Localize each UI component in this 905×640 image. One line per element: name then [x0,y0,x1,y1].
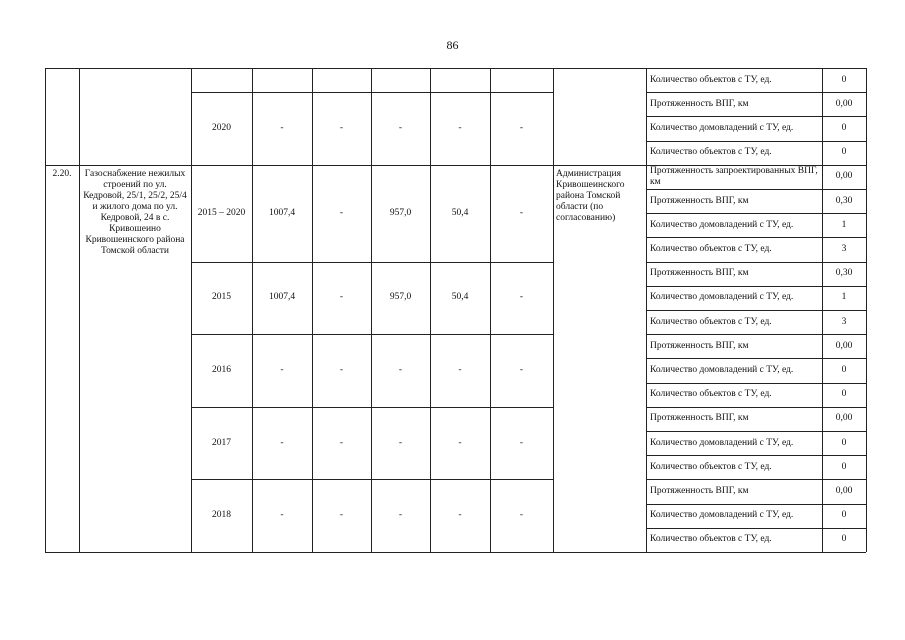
value-cell: - [280,437,284,448]
year-cell: 2015 – 2020 [197,207,246,218]
item-rule [45,165,191,166]
indicator-name: Количество домовладений с ТУ, ед. [650,123,794,133]
indicator-value: 0,00 [835,413,853,424]
value-cell: - [398,510,403,521]
value-cell: - [519,207,524,218]
indicator-value: 0,30 [835,268,853,279]
indicator-value: 0 [841,510,847,521]
indicator-name: Количество домовладений с ТУ, ед. [650,437,794,448]
value-cell: 50,4 [451,292,469,303]
indicator-row-rule [646,358,866,359]
value-cell: - [339,365,344,375]
indicator-row-rule [646,504,866,505]
indicator-row-rule [646,92,866,93]
indicator-name: Протяженность ВПГ, км [650,486,749,496]
indicator-name: Протяженность ВПГ, км [650,340,749,351]
period-rule [191,92,553,93]
value-cell: - [458,437,462,448]
period-rule [191,165,553,166]
value-cell: - [398,437,403,448]
period-rule [191,334,553,335]
value-cell: - [398,123,403,133]
value-cell: - [519,510,524,521]
indicator-value: 0,00 [835,171,853,182]
indicator-value: 0 [841,74,847,85]
indicator-name: Протяженность ВПГ, км [650,98,749,109]
indicator-value: 1 [841,292,847,303]
indicator-value: 3 [841,244,847,254]
item-rule [553,165,646,166]
indicator-row-rule [646,116,866,117]
indicator-row-rule [646,383,866,384]
indicator-value: 0 [841,123,847,133]
indicator-value: 0,00 [835,340,853,351]
indicator-value: 0 [841,534,847,545]
indicator-name: Протяженность запроектированных ВПГ, км [650,165,818,187]
value-cell: - [339,510,344,521]
value-cell: - [339,123,344,133]
indicator-value: 3 [841,316,847,327]
value-cell: 1007,4 [268,292,296,303]
indicator-name: Количество домовладений с ТУ, ед. [650,292,794,303]
indicator-name: Количество объектов с ТУ, ед. [650,389,772,400]
indicator-row-rule [646,141,866,142]
table-bottom-rule [45,552,866,553]
value-cell: - [280,123,284,133]
indicator-value: 0 [841,437,847,448]
value-cell: 957,0 [389,207,412,218]
indicator-value: 0 [841,461,847,472]
indicator-name: Количество домовладений с ТУ, ед. [650,510,794,521]
value-cell: - [458,510,462,521]
indicator-value: 0 [841,147,847,158]
value-cell: 957,0 [389,292,412,303]
indicator-row-rule [646,262,866,263]
indicator-value: 0,00 [835,486,853,496]
item-number: 2.20. [52,168,72,179]
indicator-value: 0,30 [835,195,853,206]
value-cell: - [519,365,524,375]
indicator-row-rule [646,455,866,456]
indicator-row-rule [646,334,866,335]
indicator-name: Количество домовладений с ТУ, ед. [650,365,794,375]
indicator-name: Количество объектов с ТУ, ед. [650,74,772,85]
indicator-name: Количество домовладений с ТУ, ед. [650,219,794,230]
table-top-rule [45,68,866,69]
indicator-row-rule [646,528,866,529]
value-cell: - [519,123,524,133]
year-cell: 2020 [212,123,231,133]
indicator-value: 0 [841,389,847,400]
indicator-value: 0 [841,365,847,375]
value-cell: - [339,292,344,303]
year-cell: 2016 [212,365,231,375]
indicator-row-rule [646,286,866,287]
year-cell: 2015 [212,292,231,303]
indicator-name: Количество объектов с ТУ, ед. [650,461,772,472]
page-number: 86 [446,38,459,52]
indicator-row-rule [646,479,866,480]
indicator-row-rule [646,431,866,432]
indicator-name: Количество объектов с ТУ, ед. [650,316,772,327]
indicator-name: Количество объектов с ТУ, ед. [650,534,772,545]
indicator-name: Количество объектов с ТУ, ед. [650,244,772,254]
year-cell: 2018 [212,510,231,521]
indicator-name: Протяженность ВПГ, км [650,268,749,279]
indicator-row-rule [646,189,866,190]
value-cell: - [339,437,344,448]
column-rule [866,68,867,552]
value-cell: - [280,365,284,375]
indicator-row-rule [646,213,866,214]
indicator-value: 1 [841,219,847,230]
value-cell: - [280,510,284,521]
indicator-value: 0,00 [835,98,853,109]
period-rule [191,262,553,263]
indicator-row-rule [646,237,866,238]
value-cell: - [398,365,403,375]
column-rule [45,68,46,552]
column-rule [553,68,554,552]
indicator-name: Количество объектов с ТУ, ед. [650,147,772,158]
year-cell: 2017 [212,437,231,448]
value-cell: - [339,207,344,218]
indicator-name: Протяженность ВПГ, км [650,195,749,206]
value-cell: - [519,437,524,448]
value-cell: - [458,123,462,133]
column-rule [79,68,80,552]
value-cell: - [458,365,462,375]
value-cell: 1007,4 [268,207,296,218]
period-rule [191,479,553,480]
indicator-name: Протяженность ВПГ, км [650,413,749,424]
item-executor: Администрация Кривошеинского района Томской области (по согласованию) [556,168,625,223]
value-cell: 50,4 [451,207,469,218]
value-cell: - [519,292,524,303]
period-rule [191,407,553,408]
indicator-row-rule [646,407,866,408]
item-name: Газоснабжение нежилых строений по ул. Кедровой, 25/1, 25/2, 25/4 и жилого дома по ул. Кедровой, 24 в с. Кривошеино Кривошеинского района Томской области [83,168,187,256]
indicator-row-rule [646,310,866,311]
